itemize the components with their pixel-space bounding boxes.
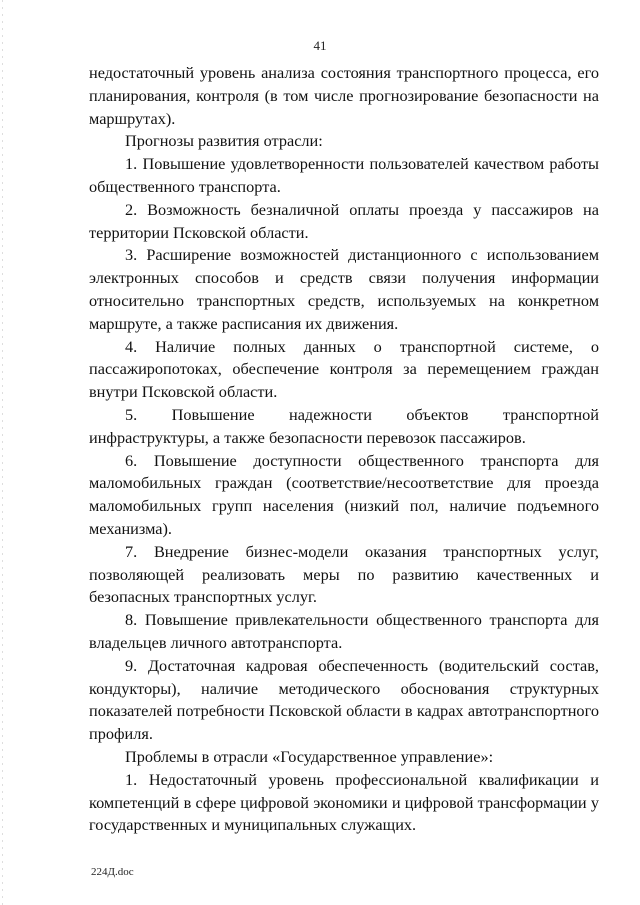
document-body bbox=[89, 62, 599, 837]
footer-filename: 224Д.doc bbox=[91, 866, 134, 878]
page-number: 41 bbox=[313, 38, 327, 53]
list-item: 6. Повышение доступности общественного транспорта для маломобильных граждан (соответствие/несоответствие для проезда маломобильных групп населения (низкий пол, наличие подъемного механизма). bbox=[89, 450, 599, 538]
list-item: 8. Повышение привлекательности общественного транспорта для владельцев личного автотранспорта. bbox=[89, 610, 599, 652]
section-heading: Проблемы в отрасли «Государственное управление»: bbox=[125, 746, 494, 766]
list-item: 3. Расширение возможностей дистанционного с использованием электронных способов и средств связи получения информации относительно транспортных средств, используемых на конкретном маршруте, а также расписания их движения. bbox=[89, 245, 599, 333]
list-item: 7. Внедрение бизнес-модели оказания транспортных услуг, позволяющей реализовать меры по развитию качественных и безопасных транспортных услуг. bbox=[89, 541, 599, 607]
paragraph: недостаточный уровень анализа состояния транспортного процесса, его планирования, контроля (в том числе прогнозирование безопасности на маршрутах). bbox=[89, 63, 599, 128]
scan-edge-artifact bbox=[2, 0, 3, 905]
list-item: 1. Недостаточный уровень профессиональной квалификации и компетенций в сфере цифровой экономики и цифровой трансформации у государственных и муниципальных служащих. bbox=[89, 769, 599, 835]
paragraph: Прогнозы развития отрасли: bbox=[125, 131, 323, 151]
list-item: 2. Возможность безналичной оплаты проезда у пассажиров на территории Псковской области. bbox=[89, 199, 599, 242]
list-item: 5. Повышение надежности объектов транспортной инфраструктуры, а также безопасности перевозок пассажиров. bbox=[89, 404, 599, 447]
list-item: 4. Наличие полных данных о транспортной системе, о пассажиропотоках, обеспечение контроля за перемещением граждан внутри Псковской области. bbox=[89, 336, 599, 402]
list-item: 1. Повышение удовлетворенности пользователей качеством работы общественного транспорта. bbox=[89, 154, 599, 196]
list-item: 9. Достаточная кадровая обеспеченность (водительский состав, кондукторы), наличие методического обоснования структурных показателей потребности Псковской области в кадрах автотранспортного профиля. bbox=[89, 655, 599, 744]
